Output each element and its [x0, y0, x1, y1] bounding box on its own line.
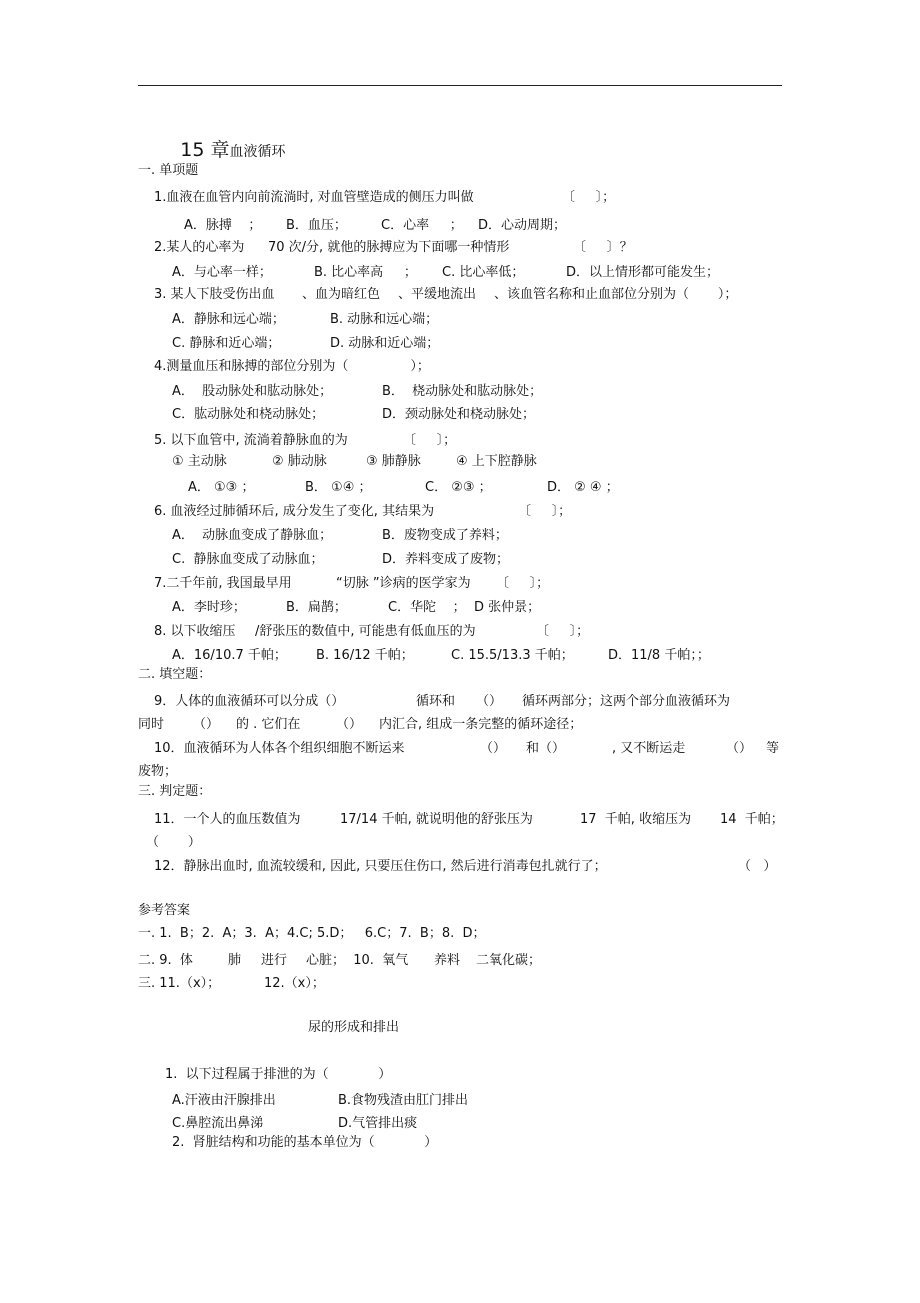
- answers-line-3b: 12.（x）；: [264, 976, 325, 991]
- q11-part-b: 17/14 千帕, 就说明他的舒张压为: [340, 812, 533, 827]
- header-rule: [138, 85, 782, 86]
- q2-stem-b: 70 次/分, 就他的脉搏应为下面哪一种情形: [268, 240, 510, 255]
- part2-q1-option-a: A.汗液由汗腺排出: [172, 1093, 276, 1108]
- q5-item-3: ③ 肺静脉: [366, 454, 421, 469]
- q5-option-b: B． ①④ ；: [305, 480, 372, 495]
- q9-part-b: 循环和: [416, 694, 456, 709]
- q1-option-d: D．心动周期；: [478, 218, 567, 233]
- q7-bracket: 〔 〕；: [496, 576, 550, 591]
- chapter-title: [172, 126, 285, 161]
- part2-q1-option-c: C.鼻腔流出鼻涕: [172, 1116, 264, 1131]
- section-judge: 三. 判定题：: [138, 784, 212, 799]
- q11-part-e: （ ）: [146, 835, 201, 850]
- q12-bracket: （ ）: [738, 859, 777, 874]
- q11-part-a: 11．一个人的血压数值为: [154, 812, 301, 827]
- q7-option-b: B．扁鹊；: [286, 600, 347, 615]
- q10-part-g: 废物；: [138, 764, 178, 779]
- q2-bracket: 〔 〕？: [573, 240, 633, 255]
- q4-option-d: D．颈动脉处和桡动脉处；: [382, 407, 536, 422]
- q7-stem-a: 7.二千年前, 我国最早用: [154, 576, 292, 591]
- answers-line-2f: 二氧化碳；: [476, 953, 542, 968]
- q3-option-b: B. 动脉和远心端；: [330, 312, 439, 327]
- chapter-name: 血液循环: [229, 144, 286, 160]
- q9-part-e: 同时: [138, 717, 165, 732]
- chapter-number: 15 章: [180, 139, 230, 161]
- q8-option-b: B. 16/12 千帕；: [316, 648, 414, 663]
- section-fill-blank: 二. 填空题：: [138, 667, 212, 682]
- part2-q1-option-d: D.气管排出痰: [338, 1116, 418, 1131]
- q3-stem-d: 、该血管名称和止血部位分别为（ ）；: [494, 287, 738, 302]
- q11-part-c: 17 千帕, 收缩压为: [580, 812, 692, 827]
- q3-stem-a: 3. 某人下肢受伤出血: [154, 287, 275, 302]
- q7-option-d: D 张仲景；: [474, 600, 541, 615]
- section-single-choice: 一. 单项题: [138, 163, 199, 178]
- q5-item-2: ② 肺动脉: [272, 454, 327, 469]
- q10-part-b: （）: [480, 741, 507, 756]
- q5-stem: 5. 以下血管中, 流淌着静脉血的为: [154, 433, 348, 448]
- q6-option-c: C. 静脉血变成了动脉血；: [172, 552, 324, 567]
- q9-part-a: 9．人体的血液循环可以分成（）: [154, 694, 345, 709]
- q3-stem-b: 、血为暗红色: [302, 287, 381, 302]
- q6-option-b: B．废物变成了养料；: [382, 528, 508, 543]
- q5-item-1: ① 主动脉: [172, 454, 227, 469]
- q8-stem-b: /舒张压的数值中, 可能患有低血压的为: [255, 624, 476, 639]
- part2-title: 尿的形成和排出: [308, 1020, 400, 1035]
- q1-option-c: C．心率 ；: [381, 218, 463, 233]
- answers-line-2b: 肺: [228, 953, 242, 968]
- q11-part-d: 14 千帕；: [720, 812, 784, 827]
- part2-q2-stem: 2. 肾脏结构和功能的基本单位为（ ）: [172, 1135, 438, 1150]
- q7-option-c: C．华陀 ；: [388, 600, 466, 615]
- q4-option-b: B． 桡动脉处和肱动脉处；: [382, 384, 543, 399]
- q1-option-a: A．脉搏 ；: [184, 218, 262, 233]
- q2-option-a: A．与心率一样；: [172, 265, 272, 280]
- q9-part-d: 循环两部分；这两个部分血液循环为: [522, 694, 731, 709]
- q10-part-e: （）: [726, 741, 753, 756]
- q8-stem-a: 8. 以下收缩压: [154, 624, 236, 639]
- q3-option-c: C. 静脉和近心端；: [172, 336, 281, 351]
- q5-bracket: 〔 〕；: [403, 433, 457, 448]
- q8-option-d: D．11/8 千帕；；: [608, 648, 710, 663]
- q6-stem: 6. 血液经过肺循环后, 成分发生了变化, 其结果为: [154, 504, 435, 519]
- q10-part-f: 等: [766, 741, 780, 756]
- answers-line-3a: 三. 11.（x）；: [138, 976, 221, 991]
- q9-part-g: 的 . 它们在: [236, 717, 301, 732]
- q5-item-4: ④ 上下腔静脉: [456, 454, 537, 469]
- q9-part-h: （）: [336, 717, 363, 732]
- q5-option-c: C． ②③ ；: [425, 480, 492, 495]
- q2-stem-a: 2.某人的心率为: [154, 240, 245, 255]
- answers-line-2c: 进行: [261, 953, 288, 968]
- q5-option-d: D． ② ④ ；: [547, 480, 619, 495]
- q4-stem: 4.测量血压和脉搏的部位分别为（ ）；: [154, 359, 430, 374]
- answers-line-1: 一. 1. B；2. A；3. A；4.C; 5.D； 6.C；7. B；8. D；: [138, 926, 486, 941]
- q10-part-c: 和（）: [526, 741, 566, 756]
- q3-option-d: D. 动脉和近心端；: [330, 336, 440, 351]
- q8-option-c: C. 15.5/13.3 千帕；: [451, 648, 574, 663]
- answers-line-2d: 心脏； 10. 氧气: [306, 953, 409, 968]
- part2-q1-stem: 1. 以下过程属于排泄的为（ ）: [165, 1067, 392, 1082]
- q3-option-a: A．静脉和远心端；: [172, 312, 285, 327]
- part2-q1-option-b: B.食物残渣由肛门排出: [338, 1093, 469, 1108]
- q3-stem-c: 、平缓地流出: [398, 287, 477, 302]
- q6-option-d: D．养料变成了废物；: [382, 552, 510, 567]
- q6-option-a: A． 动脉血变成了静脉血；: [172, 528, 333, 543]
- answers-heading: 参考答案: [138, 903, 191, 918]
- q2-option-d: D．以上情形都可能发生；: [566, 265, 720, 280]
- q9-part-i: 内汇合, 组成一条完整的循环途径；: [379, 717, 583, 732]
- answers-line-2a: 二. 9. 体: [138, 953, 193, 968]
- q5-option-a: A． ①③ ；: [188, 480, 255, 495]
- q1-bracket: 〔 〕；: [562, 190, 616, 205]
- q9-part-c: （）: [476, 694, 503, 709]
- q6-bracket: 〔 〕；: [518, 504, 572, 519]
- q10-part-a: 10．血液循环为人体各个组织细胞不断运来: [154, 741, 405, 756]
- q2-option-b: B. 比心率高 ；: [314, 265, 417, 280]
- q12-stem: 12．静脉出血时, 血流较缓和, 因此, 只要压住伤口, 然后进行消毒包扎就行了；: [154, 859, 607, 874]
- q4-option-a: A． 股动脉处和肱动脉处；: [172, 384, 333, 399]
- q10-part-d: , 又不断运走: [612, 741, 686, 756]
- q8-bracket: 〔 〕；: [536, 624, 590, 639]
- q1-option-b: B．血压；: [286, 218, 347, 233]
- q4-option-c: C．肱动脉处和桡动脉处；: [172, 407, 325, 422]
- q1-stem: 1.血液在血管内向前流淌时, 对血管壁造成的侧压力叫做: [154, 190, 474, 205]
- q8-option-a: A．16/10.7 千帕；: [172, 648, 287, 663]
- q7-option-a: A．李时珍；: [172, 600, 246, 615]
- q7-stem-b: “切脉 ”诊病的医学家为: [336, 576, 471, 591]
- q9-part-f: （）: [193, 717, 220, 732]
- answers-line-2e: 养料: [434, 953, 461, 968]
- q2-option-c: C. 比心率低；: [442, 265, 525, 280]
